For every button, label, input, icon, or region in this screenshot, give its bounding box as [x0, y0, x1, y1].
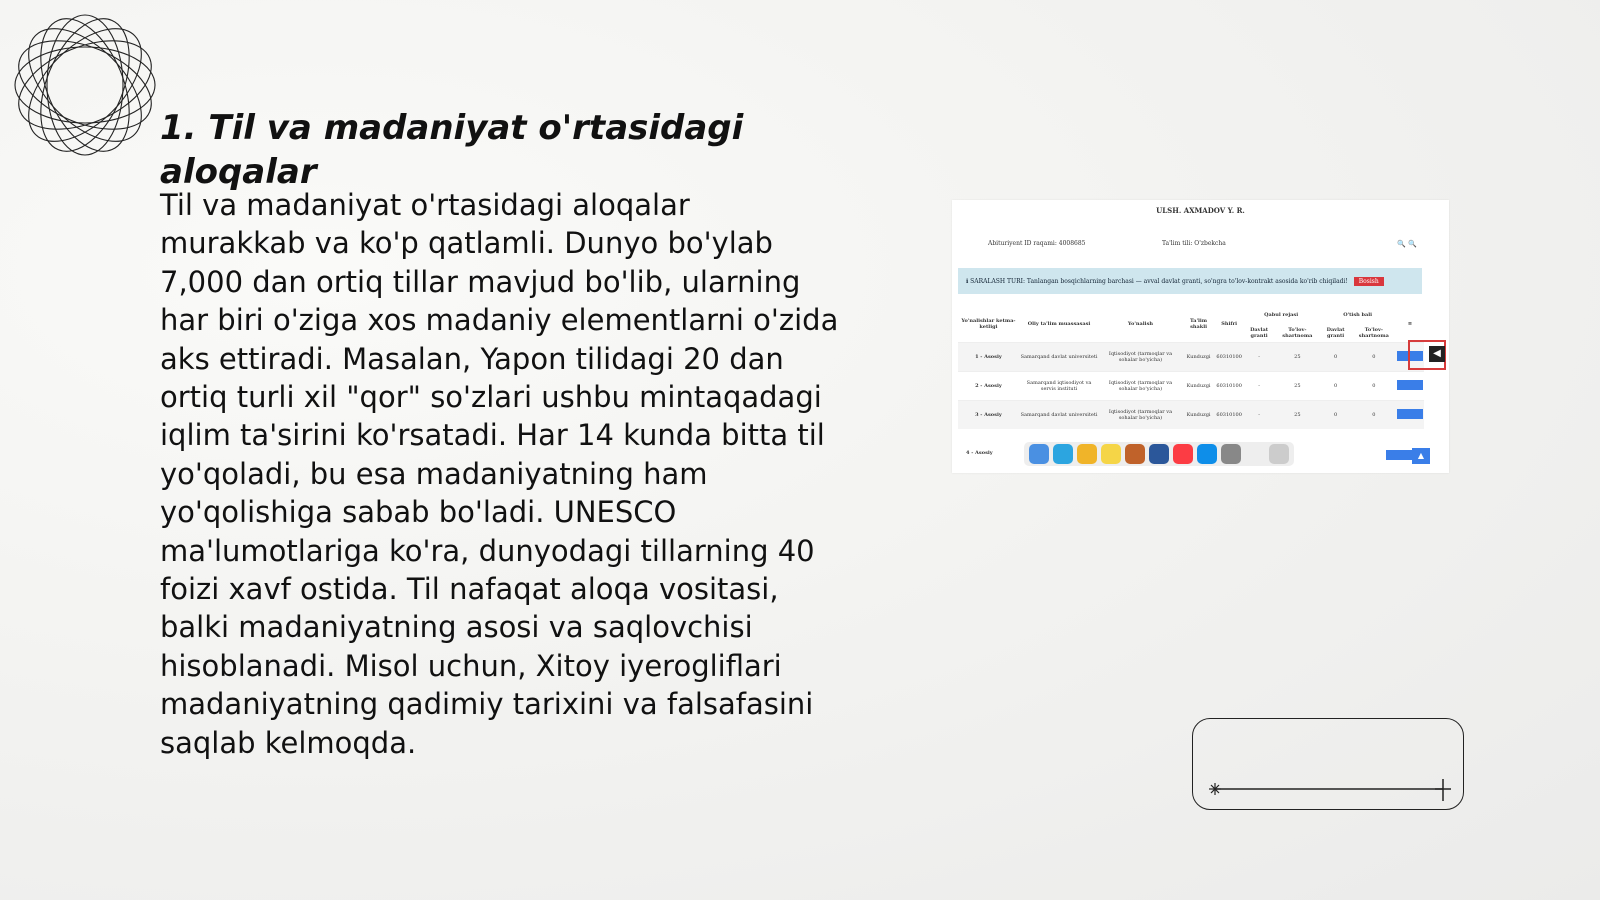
table-cell: - [1243, 343, 1275, 372]
table-cell: - [1243, 401, 1275, 430]
trash-icon [1269, 444, 1289, 464]
table-cell: 25 [1275, 343, 1319, 372]
telegram-icon [1053, 444, 1073, 464]
col-header: Yo'nalish [1127, 321, 1154, 327]
table-cell: Iqtisodiyot (tarmoqlar va sohalar bo'yicha) [1099, 343, 1181, 372]
language-of-instruction: Ta'lim tili: O'zbekcha [1162, 240, 1226, 247]
table-cell: Kunduzgi [1182, 401, 1216, 430]
col-header: To'lov-shartnoma [1358, 327, 1389, 339]
table-row [958, 343, 1424, 372]
table-cell: Iqtisodiyot (tarmoqlar va sohalar bo'yicha) [1099, 401, 1181, 430]
col-header: Shifri [1221, 321, 1238, 327]
table-cell: 25 [1275, 401, 1319, 430]
row-action-button [1397, 409, 1423, 419]
dock [1024, 442, 1294, 466]
table-cell: 2 - Asosiy [958, 372, 1019, 401]
slide-title: 1. Til va madaniyat o'rtasidagi aloqalar [160, 108, 744, 192]
teamviewer-icon [1197, 444, 1217, 464]
collapse-arrow-icon: ◀ [1429, 346, 1445, 362]
embedded-screenshot [952, 200, 1449, 473]
zoom-icon: 🔍 🔍 [1397, 240, 1417, 248]
col-header: Davlat granti [1326, 327, 1345, 339]
col-header: Yo'nalishlar ketma-ketligi [961, 318, 1016, 330]
table-cell: 60310100 [1215, 401, 1242, 430]
col-header: To'lov-shartnoma [1282, 327, 1313, 339]
row-action-cell [1396, 401, 1424, 430]
table-cell: 0 [1352, 401, 1396, 430]
scroll-up-icon: ▲ [1412, 448, 1430, 464]
ornament-ring [47, 15, 123, 155]
ornament-ring [23, 10, 147, 160]
row-action-button [1386, 450, 1412, 460]
table-row [958, 401, 1424, 430]
notes-icon [1101, 444, 1121, 464]
applicant-id: Abituriyent ID raqami: 4008685 [988, 240, 1086, 247]
table-cell: 0 [1352, 372, 1396, 401]
col-header: Ta'lim shakli [1190, 318, 1208, 330]
table-cell: 1 - Asosiy [958, 343, 1019, 372]
decorative-slider-card [1192, 718, 1464, 810]
table-cell: 60310100 [1215, 372, 1242, 401]
chrome-icon [1077, 444, 1097, 464]
table-cell: 3 - Asosiy [958, 401, 1019, 430]
row-action-button [1397, 380, 1423, 390]
sparkle-icon [1209, 783, 1221, 795]
table-cell: Samarqand davlat universiteti [1019, 343, 1099, 372]
spacer [1245, 444, 1265, 464]
table-cell: Kunduzgi [1182, 343, 1216, 372]
table-cell: 60310100 [1215, 343, 1242, 372]
ornament-ring [10, 10, 160, 160]
table-cell: Samarqand davlat universiteti [1019, 401, 1099, 430]
table-cell: 0 [1319, 343, 1351, 372]
group-header: O'tish bali [1343, 312, 1373, 318]
alert-text: ℹ SARALASH TURI: Tanlangan bosqichlarning barchasi — avval davlat granti, so'ngra to'lov-kontrakt asosida ko'rib chiqiladi! [966, 278, 1348, 285]
table-cell: Kunduzgi [1182, 372, 1216, 401]
ornament-ring [10, 23, 160, 147]
choices-table [958, 306, 1424, 429]
col-header: Oliy ta'lim muassasasi [1027, 321, 1091, 327]
cross-marker-icon [1435, 779, 1451, 801]
row-action-cell [1396, 372, 1424, 401]
group-header: Qabul rejasi [1264, 312, 1299, 318]
table-cell: 0 [1319, 372, 1351, 401]
ornament-ring [10, 10, 160, 160]
finder-icon [1029, 444, 1049, 464]
col-header: ≡ [1407, 321, 1413, 327]
table-cell: 0 [1352, 343, 1396, 372]
table-cell: 25 [1275, 372, 1319, 401]
table-cell: 0 [1319, 401, 1351, 430]
table-cell: Samarqand iqtisodiyot va servis instituti [1019, 372, 1099, 401]
game-icon [1125, 444, 1145, 464]
slide-body-text: Til va madaniyat o'rtasidagi aloqalar murakkab va ko'p qatlamli. Dunyo bo'ylab 7,000 dan ortiq tillar mavjud bo'lib, ularning har biri o'ziga xos madaniy elementlarni o'zida aks ettiradi. Masalan, Yapon tilidagi 20 dan ortiq turli xil "qor" so'zlari ushbu mintaqadagi iqlim ta'sirini ko'rsatadi. Har 14 kunda bitta til yo'qoladi, bu esa madaniyatning ham yo'qolishiga sabab bo'ladi. UNESCO ma'lumotlariga ko'ra, dunyodagi tillarning 40 foizi xavf ostida. Til nafaqat aloqa vositasi, balki madaniyatning asosi va saqlovchisi hisoblanadi. Misol uchun, Xitoy iyerogliflari madaniyatning qadimiy tarixini va falsafasini saqlab kelmoqda. [160, 188, 839, 760]
spirograph-ornament-icon [10, 10, 160, 160]
music-icon [1173, 444, 1193, 464]
table-cell: Iqtisodiyot (tarmoqlar va sohalar bo'yicha) [1099, 372, 1181, 401]
ornament-ring [10, 23, 160, 147]
disk-icon [1221, 444, 1241, 464]
alert-button: Bosish [1354, 277, 1384, 286]
table-row [958, 372, 1424, 401]
table-row-label: 4 - Asosiy [966, 450, 993, 456]
table-cell: - [1243, 372, 1275, 401]
alert-banner [958, 268, 1422, 294]
col-header: Davlat granti [1250, 327, 1269, 339]
word-icon [1149, 444, 1169, 464]
screenshot-header: ULSH. AXMADOV Y. R. [1156, 206, 1245, 215]
ornament-ring [23, 10, 147, 160]
ornament-ring [15, 47, 155, 123]
